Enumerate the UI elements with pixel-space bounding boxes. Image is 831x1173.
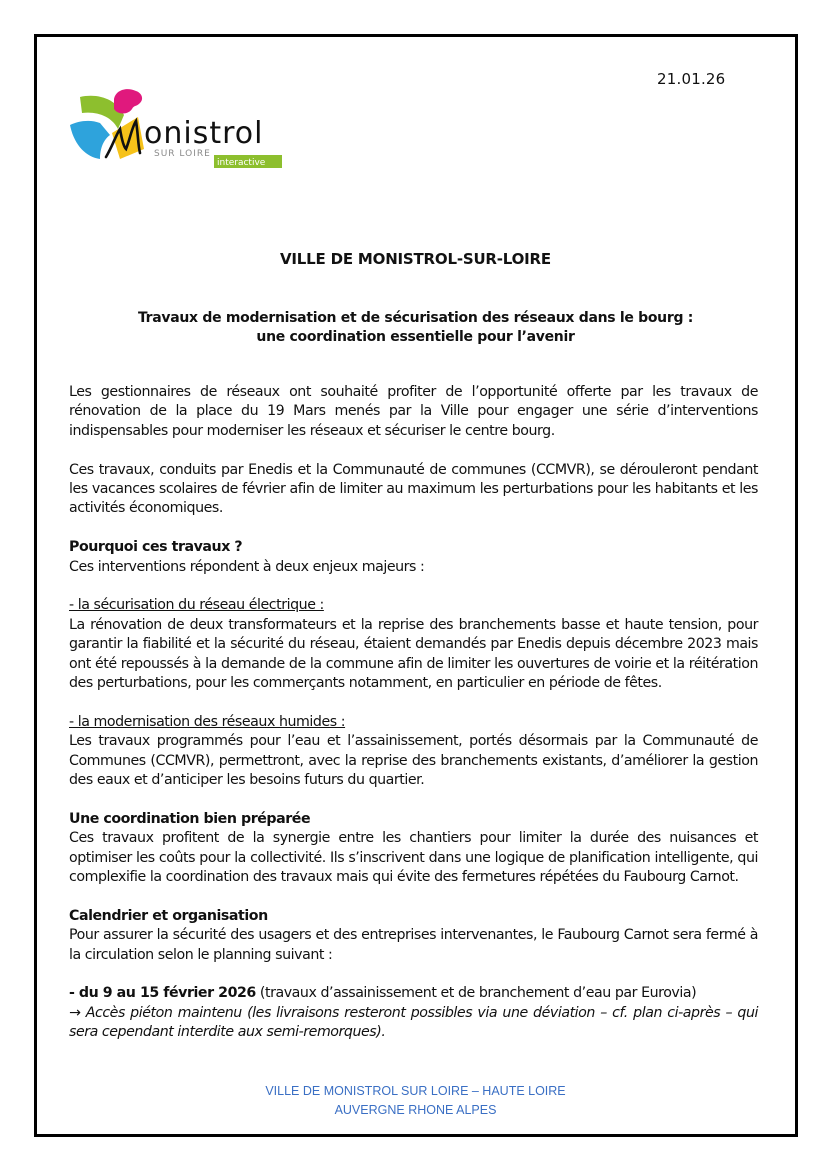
item2-text: Les travaux programmés pour l’eau et l’assainissement, portés désormais par la Communauté de Communes (CCMVR), permettront, avec la reprise des branchements existants, d’améliorer la gestion des eaux et d’anticiper les besoins futurs du quartier. [69,733,758,789]
intro-paragraph-1: Les gestionnaires de réseaux ont souhaité profiter de l’opportunité offerte par les travaux de rénovation de la place du 19 Mars menés par la Ville pour engager une série d’interventions indispensables pour moderniser les réseaux et sécuriser le centre bourg. [69,384,758,439]
period-description: (travaux d’assainissement et de branchement d’eau par Eurovia) [255,985,697,1002]
section-heading-coordination: Une coordination bien préparée [69,810,311,827]
coordination-text: Ces travaux profitent de la synergie entre les chantiers pour limiter la durée des nuisances et optimiser les coûts pour la collectivité. Ils s’inscrivent dans une logique de planification intelligente, qui complexifie la coordination des travaux mais qui évite des fermetures répétées du Faubourg Carnot. [69,830,758,886]
period-dates: - du 9 au 15 février 2026 [69,985,256,1002]
page-title: VILLE DE MONISTROL-SUR-LOIRE [280,250,551,268]
footer-line-1: VILLE DE MONISTROL SUR LOIRE – HAUTE LOIRE [265,1084,566,1098]
why-lead: Ces interventions répondent à deux enjeux majeurs : [69,558,425,575]
logo-graphic-icon [68,85,288,180]
page-footer [0,1082,831,1120]
document-body [69,383,758,1043]
section-heading-calendar: Calendrier et organisation [69,907,268,924]
page-subtitle [0,309,831,347]
calendar-period [69,984,758,1003]
svg-text:SUR LOIRE: SUR LOIRE [154,149,211,159]
item1-title: - la sécurisation du réseau électrique : [69,597,324,614]
calendar-note: → Accès piéton maintenu (les livraisons resteront possibles via une déviation – cf. plan ci-après – qui sera cependant interdite aux semi-remorques). [69,1004,758,1041]
document-date: 21.01.26 [657,70,726,88]
svg-text:onistrol: onistrol [144,116,264,151]
calendar-text: Pour assurer la sécurité des usagers et des entreprises intervenantes, le Faubourg Carnot sera fermé à la circulation selon le planning suivant : [69,927,758,963]
footer-line-2: AUVERGNE RHONE ALPES [334,1103,497,1117]
section-heading-why: Pourquoi ces travaux ? [69,539,243,556]
item1-text: La rénovation de deux transformateurs et la reprise des branchements basse et haute tension, pour garantir la fiabilité et la sécurité du réseau, étaient demandés par Enedis depuis décembre 2023 mais ont été repoussés à la demande de la commune afin de limiter les ouvertures de voirie et la réitération des perturbations, pour les commerçants notamment, en particulier en période de fêtes. [69,616,758,692]
subtitle-line-1: Travaux de modernisation et de sécurisation des réseaux dans le bourg : [137,310,694,326]
item2-title: - la modernisation des réseaux humides : [69,713,346,730]
intro-paragraph-2: Ces travaux, conduits par Enedis et la Communauté de communes (CCMVR), se dérouleront pendant les vacances scolaires de février afin de limiter au maximum les perturbations pour les habitants et les activités économiques. [69,461,758,517]
subtitle-line-2: une coordination essentielle pour l’avenir [256,329,575,345]
monistrol-logo [68,85,288,180]
svg-text:interactive: interactive [217,158,266,168]
